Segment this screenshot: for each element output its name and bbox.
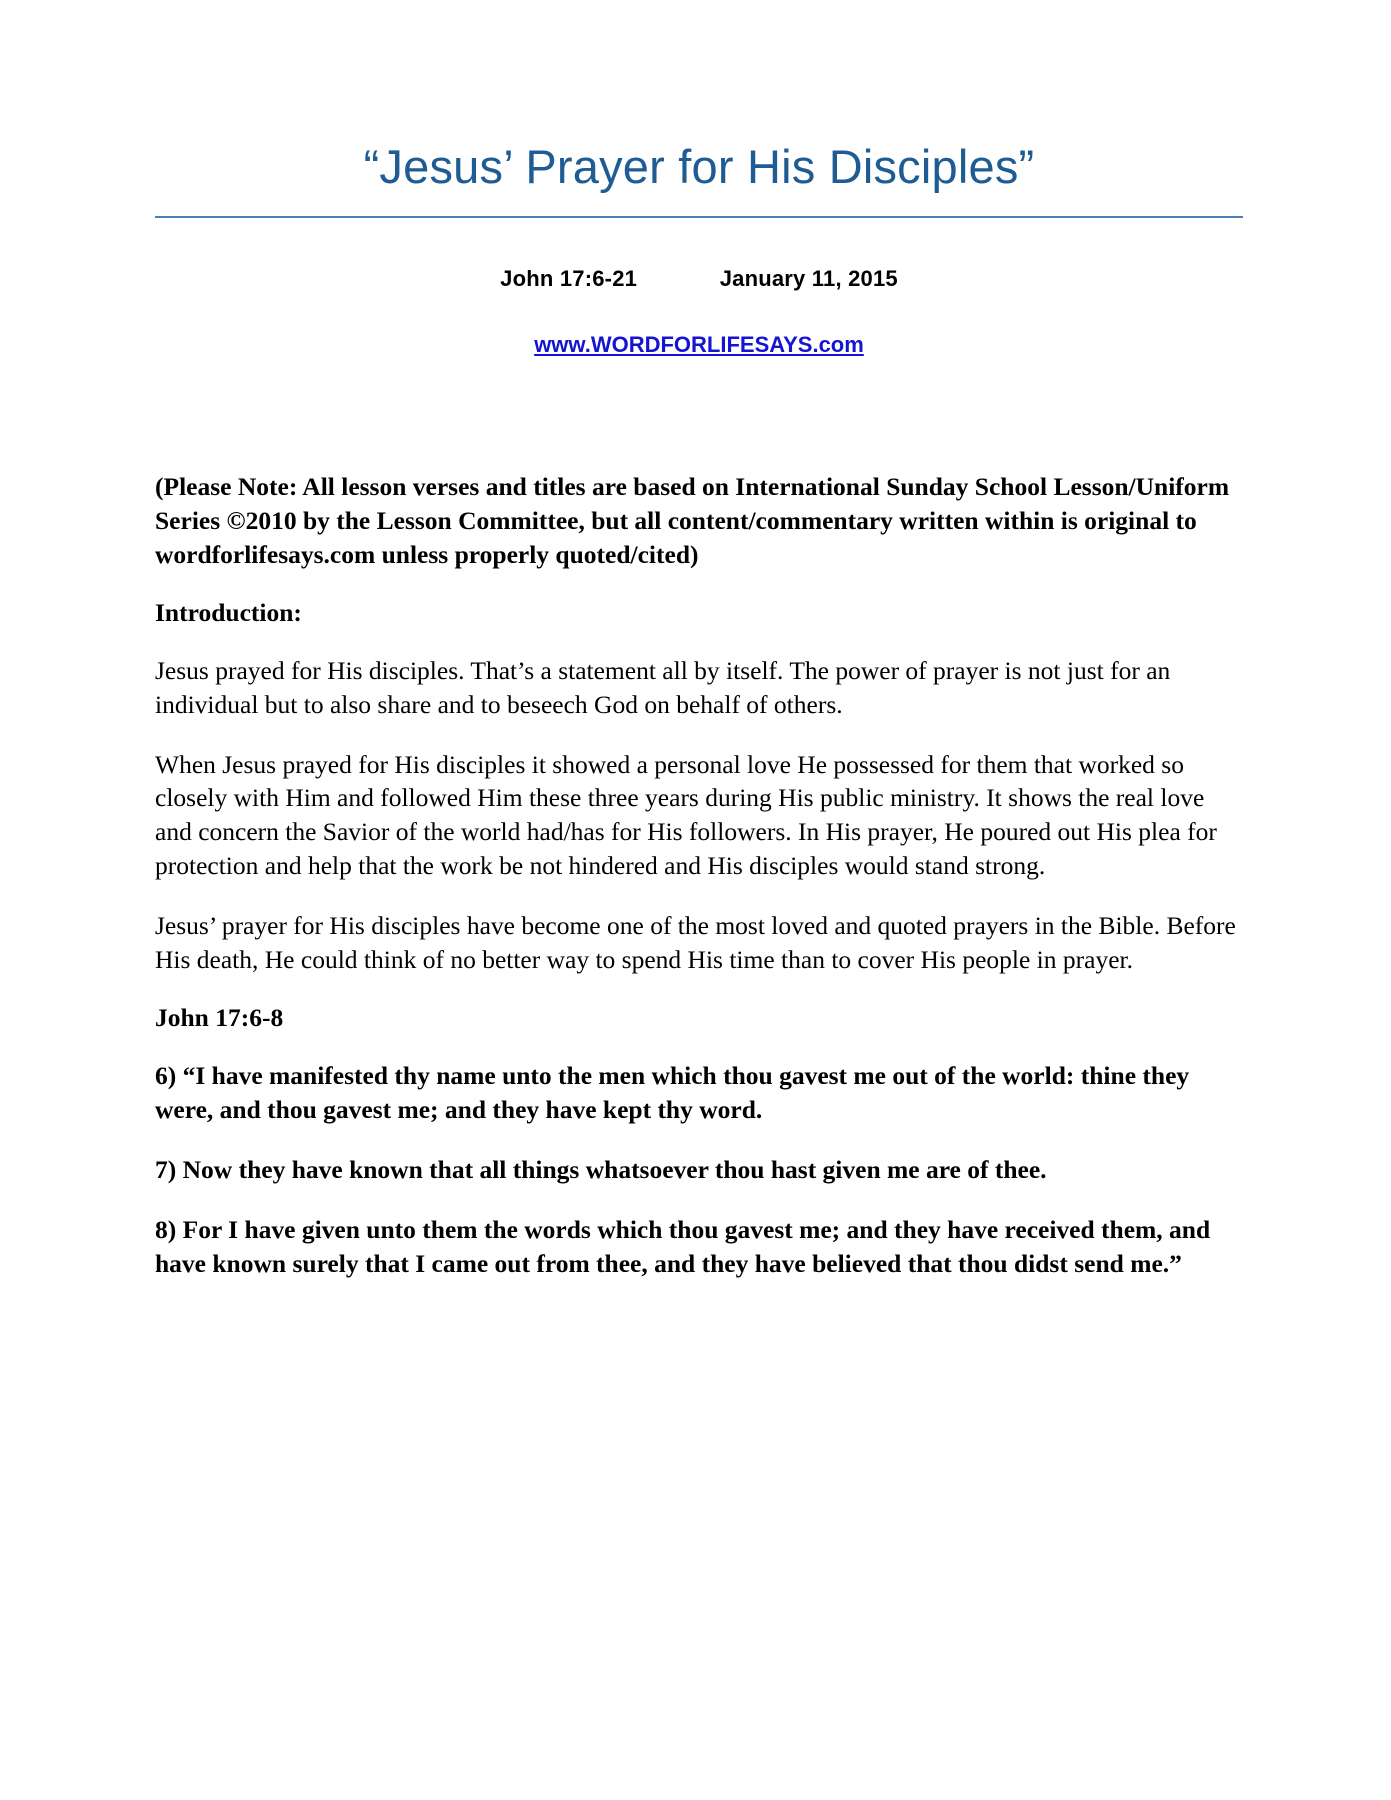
passage-heading: John 17:6-8	[155, 1003, 284, 1033]
scripture-reference: John 17:6-21	[500, 266, 638, 292]
page-title: “Jesus’ Prayer for His Disciples”	[363, 140, 1035, 193]
introduction-heading: Introduction:	[155, 597, 302, 627]
intro-paragraph-1: Jesus prayed for His disciples. That’s a statement all by itself. The power of prayer is not just for an individual but to also share and to beseech God on behalf of others.	[155, 655, 1171, 719]
document-body	[155, 470, 1243, 1281]
verse-6: 6) “I have manifested thy name unto the men which thou gavest me out of the world: thine they were, and thou gavest me; and they have kept thy word.	[155, 1061, 1190, 1124]
lesson-date: January 11, 2015	[719, 266, 898, 292]
title-divider	[155, 216, 1243, 218]
scripture-and-date-line	[155, 266, 1243, 292]
verse-8: 8) For I have given unto them the words which thou gavest me; and they have received them, and have known surely that I came out from thee, and they have believed that thou didst send me.”	[155, 1214, 1211, 1278]
intro-paragraph-2: When Jesus prayed for His disciples it showed a personal love He possessed for them that worked so closely with Him and followed Him these three years during His public ministry. It shows the real love and concern the Savior of the world had/has for His followers. In His prayer, He poured out His plea for protection and help that the work be not hindered and His disciples would stand strong.	[155, 749, 1217, 881]
verse-7: 7) Now they have known that all things whatsoever thou hast given me are of thee.	[155, 1154, 1047, 1184]
website-link-wrapper	[155, 332, 1243, 358]
lesson-note: (Please Note: All lesson verses and titles are based on International Sunday School Lesson/Uniform Series ©2010 by the Lesson Committee, but all content/commentary written within is original to wordforlifesays.com unless properly quoted/cited)	[155, 472, 1230, 569]
website-link[interactable]: www.WORDFORLIFESAYS.com	[534, 332, 864, 358]
intro-paragraph-3: Jesus’ prayer for His disciples have become one of the most loved and quoted prayers in the Bible. Before His death, He could think of no better way to spend His time than to cover His people in prayer.	[155, 911, 1236, 975]
